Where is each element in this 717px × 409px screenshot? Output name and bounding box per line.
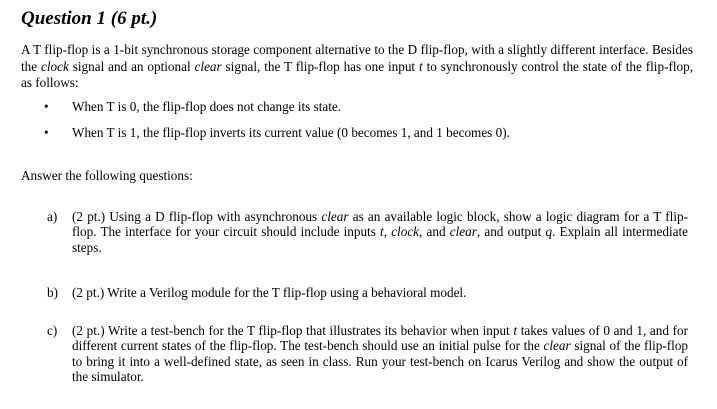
italic-term: q: [545, 224, 553, 240]
bullet-text: When T is 1, the flip-flop inverts its current value (0 becomes 1, and 1 becomes 0).: [72, 125, 510, 140]
text-run: (2 pt.) Using a D flip-flop with asynchronous: [72, 209, 322, 224]
italic-term: clock: [41, 58, 69, 74]
italic-term: clear: [543, 338, 571, 354]
text-run: . Explain all intermediate steps.: [72, 224, 689, 255]
bullet-icon: •: [44, 125, 49, 140]
italic-term: clear: [194, 58, 222, 74]
italic-term: clock: [391, 224, 420, 240]
answer-prompt: Answer the following questions:: [21, 168, 193, 183]
subquestion-text: [72, 323, 688, 385]
text-run: (2 pt.) Write a Verilog module for the T flip-flop using a behavioral model.: [72, 285, 467, 300]
subquestion-letter: c): [47, 323, 58, 338]
bullet-text: When T is 0, the flip-flop does not change its state.: [72, 99, 342, 114]
subquestion-text: [72, 209, 688, 255]
text-run: to synchronously control the state of the flip-flop, as follows:: [21, 58, 693, 91]
text-run: signal and an optional: [68, 58, 195, 74]
italic-term: t: [419, 58, 423, 74]
text-run: signal of the flip-flop to bring it into a well-defined state, as seen in class. Run your test-bench on Icarus Verilog and show the output of the simulator.: [72, 338, 689, 385]
text-run: A T flip-flop is a 1-bit synchronous storage component alternative to the D flip-flop, with a slightly different interface. Besides the: [21, 42, 693, 74]
italic-term: clear: [321, 209, 349, 224]
text-run: takes values of 0 and 1, and for different current states of the flip-flop. The test-bench should use an initial pulse for the: [72, 323, 688, 354]
text-run: as an available logic block, show a logic diagram for a T flip-flop. The interface for your circuit should include inputs: [72, 209, 688, 240]
bullet-item: [0, 99, 700, 117]
italic-term: clear: [449, 224, 477, 240]
italic-term: t: [380, 224, 384, 240]
text-run: (2 pt.) Write a test-bench for the T flip-flop that illustrates its behavior when input: [72, 323, 514, 338]
text-run: , and: [419, 224, 450, 240]
question-intro: [21, 42, 693, 92]
subquestion-letter: a): [47, 209, 58, 224]
question-title: Question 1 (6 pt.): [21, 8, 158, 29]
text-run: signal, the T flip-flop has one input: [221, 58, 419, 74]
text-run: , and output: [476, 224, 546, 240]
subquestion-letter: b): [47, 285, 58, 300]
italic-term: t: [513, 323, 518, 338]
text-run: ,: [383, 224, 392, 240]
subquestion-text: [72, 285, 688, 300]
bullet-item: [0, 125, 700, 143]
bullet-icon: •: [44, 99, 49, 114]
